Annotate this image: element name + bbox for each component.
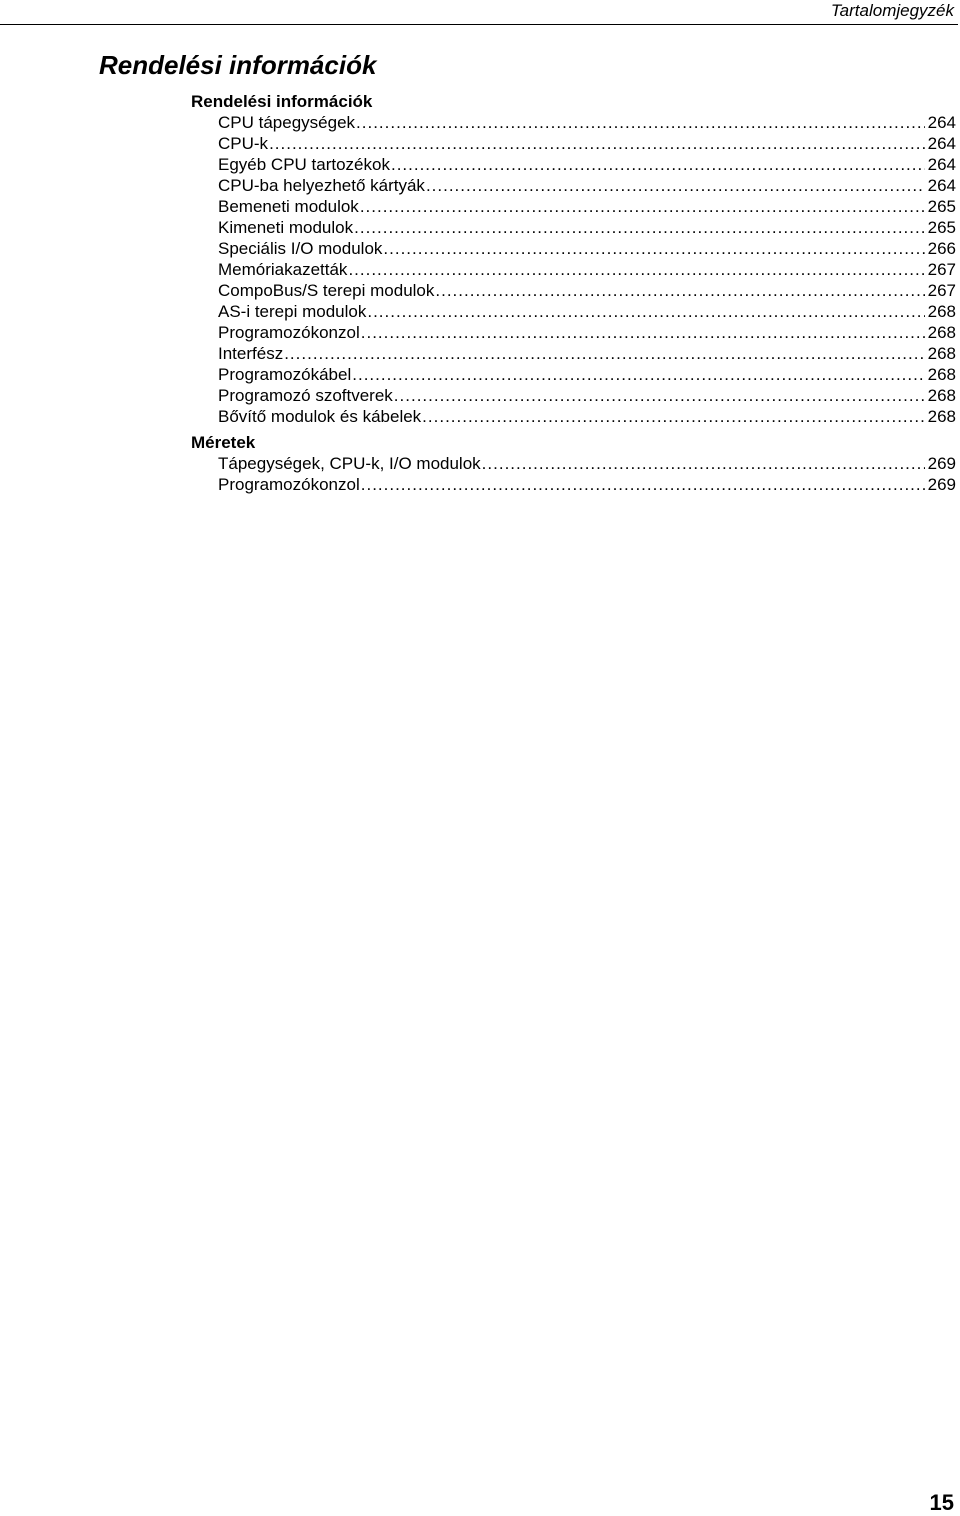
toc-section-title: Rendelési információk [191, 92, 373, 111]
toc-entry-page: 265 [927, 197, 956, 216]
dot-leader [361, 322, 925, 343]
toc-entry-page: 269 [927, 475, 956, 494]
toc-entry-page: 268 [927, 344, 956, 363]
dot-leader [269, 133, 925, 154]
dot-leader [426, 175, 925, 196]
toc-entry-page: 267 [927, 281, 956, 300]
toc-entry-label: Speciális I/O modulok [218, 239, 383, 258]
toc-section [191, 433, 956, 495]
toc-entry[interactable] [191, 238, 956, 259]
toc-entry-page: 268 [927, 323, 956, 342]
dot-leader [360, 196, 925, 217]
toc-entry[interactable] [191, 175, 956, 196]
toc-entry[interactable] [191, 322, 956, 343]
toc-entry[interactable] [191, 133, 956, 154]
dot-leader [394, 385, 925, 406]
dot-leader [367, 301, 924, 322]
toc-entry[interactable] [191, 259, 956, 280]
toc-entry-label: Tápegységek, CPU-k, I/O modulok [218, 454, 481, 473]
toc-entry[interactable] [191, 154, 956, 175]
toc-entry-label: Bemeneti modulok [218, 197, 359, 216]
chapter-title: Rendelési információk [99, 50, 377, 80]
toc-section-title: Méretek [191, 433, 256, 452]
toc-entry-page: 264 [927, 113, 956, 132]
toc-entry-label: CPU-ba helyezhető kártyák [218, 176, 425, 195]
toc-entry[interactable] [191, 196, 956, 217]
toc-entry[interactable] [191, 280, 956, 301]
toc-entry-label: Interfész [218, 344, 284, 363]
dot-leader [391, 154, 925, 175]
toc-entry[interactable] [191, 474, 956, 495]
toc-entry[interactable] [191, 112, 956, 133]
toc-entry[interactable] [191, 406, 956, 427]
toc-entry-label: CPU tápegységek [218, 113, 356, 132]
page-number: 15 [929, 1490, 954, 1515]
running-header-title: Tartalomjegyzék [830, 1, 954, 20]
toc-entry[interactable] [191, 301, 956, 322]
dot-leader [284, 343, 924, 364]
toc-entry[interactable] [191, 453, 956, 474]
toc-entry-page: 269 [927, 454, 956, 473]
toc-section [191, 92, 956, 427]
toc-entry[interactable] [191, 364, 956, 385]
toc-entry-label: Programozókonzol [218, 475, 360, 494]
toc-entry-label: Bővítő modulok és kábelek [218, 407, 422, 426]
toc-entry-label: Programozó szoftverek [218, 386, 393, 405]
toc-entry-label: CompoBus/S terepi modulok [218, 281, 435, 300]
toc-entry-page: 264 [927, 134, 956, 153]
toc-entry-page: 268 [927, 407, 956, 426]
toc-entry-label: CPU-k [218, 134, 269, 153]
toc-entry[interactable] [191, 385, 956, 406]
toc-entry-label: Programozókonzol [218, 323, 360, 342]
toc-entry-page: 264 [927, 155, 956, 174]
toc-entry-label: Memóriakazetták [218, 260, 348, 279]
toc-entry-page: 264 [927, 176, 956, 195]
dot-leader [383, 238, 924, 259]
toc-entry-page: 268 [927, 365, 956, 384]
toc-entry[interactable] [191, 343, 956, 364]
table-of-contents [191, 92, 956, 495]
toc-entry-label: Egyéb CPU tartozékok [218, 155, 390, 174]
dot-leader [482, 453, 925, 474]
toc-entry-page: 268 [927, 302, 956, 321]
dot-leader [435, 280, 924, 301]
toc-entry-label: Programozókábel [218, 365, 352, 384]
running-header [0, 0, 958, 25]
dot-leader [356, 112, 925, 133]
dot-leader [354, 217, 925, 238]
dot-leader [422, 406, 924, 427]
dot-leader [352, 364, 924, 385]
toc-entry-page: 267 [927, 260, 956, 279]
toc-entry-label: Kimeneti modulok [218, 218, 354, 237]
toc-entry-page: 266 [927, 239, 956, 258]
dot-leader [361, 474, 925, 495]
toc-entry-page: 265 [927, 218, 956, 237]
toc-entry[interactable] [191, 217, 956, 238]
toc-entry-page: 268 [927, 386, 956, 405]
dot-leader [348, 259, 924, 280]
toc-entry-label: AS-i terepi modulok [218, 302, 367, 321]
